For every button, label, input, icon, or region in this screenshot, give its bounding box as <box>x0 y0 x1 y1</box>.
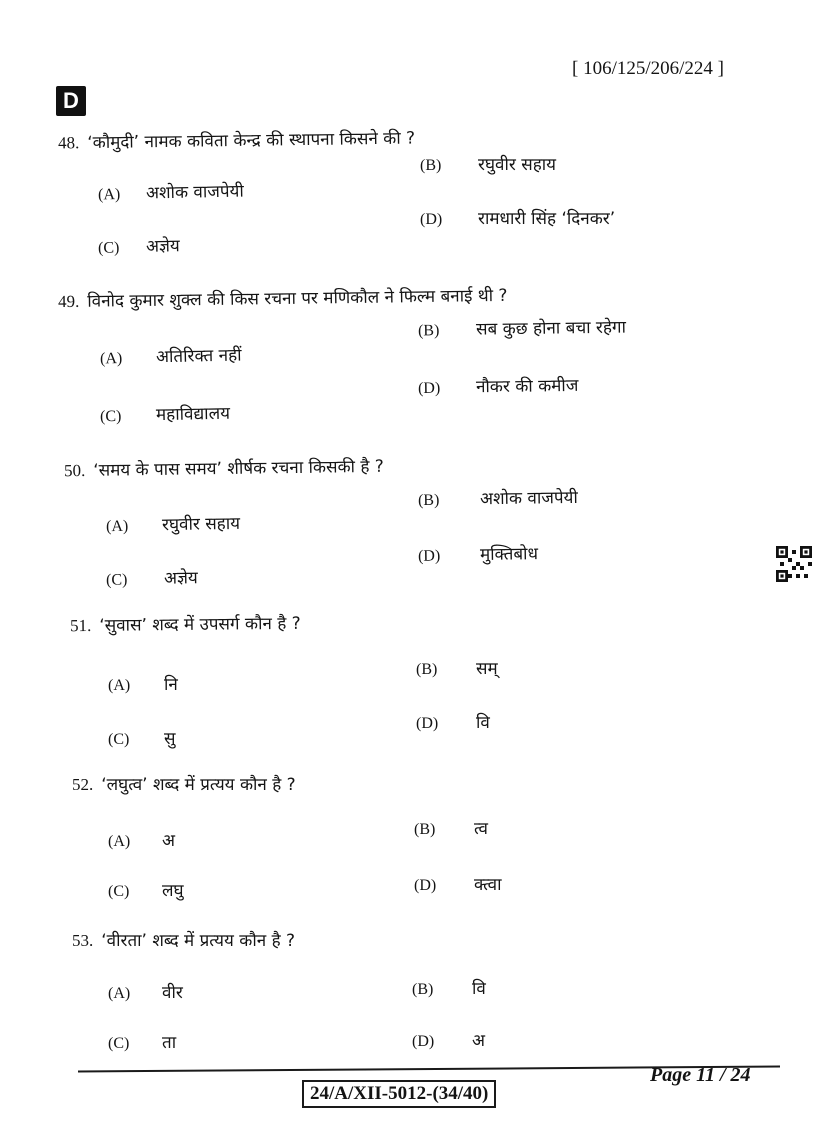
option-text: मुक्तिबोध <box>479 544 539 565</box>
option-label: (D) <box>417 547 441 565</box>
option-text: क्त्वा <box>474 875 502 895</box>
question-49 <box>58 283 508 312</box>
option-label: (A) <box>108 985 131 1002</box>
question-53 <box>72 928 295 951</box>
option-49-a <box>100 343 242 369</box>
question-number: 53. <box>72 931 94 950</box>
option-50-c <box>106 565 198 590</box>
option-label: (D) <box>414 877 437 894</box>
option-50-a <box>106 511 240 536</box>
option-51-a <box>108 672 178 695</box>
option-label: (B) <box>412 981 434 998</box>
option-text: रघुवीर सहाय <box>478 155 556 175</box>
option-text: वीर <box>162 983 183 1003</box>
option-text: सु <box>164 729 176 749</box>
question-number: 49. <box>57 291 80 312</box>
question-text: विनोद कुमार शुक्ल की किस रचना पर मणिकौल ने फिल्म बनाई थी ? <box>87 285 508 312</box>
option-label: (C) <box>105 571 128 589</box>
paper-code: [ 106/125/206/224 ] <box>572 58 724 79</box>
question-50 <box>64 454 384 481</box>
set-badge: D <box>56 86 86 116</box>
question-51 <box>70 611 301 636</box>
option-label: (C) <box>108 1035 130 1052</box>
option-label: (C) <box>97 239 120 257</box>
option-label: (A) <box>99 350 123 368</box>
question-number: 51. <box>69 615 92 636</box>
question-text: ‘लघुत्व’ शब्द में प्रत्यय कौन है ? <box>101 775 296 795</box>
option-49-d <box>418 373 579 398</box>
question-text: ‘कौमुदी’ नामक कविता केन्द्र की स्थापना किसने की ? <box>87 128 416 154</box>
option-label: (D) <box>417 379 441 398</box>
option-label: (C) <box>108 731 130 748</box>
option-label: (B) <box>417 322 440 340</box>
option-53-b <box>412 976 486 999</box>
option-52-b <box>414 816 488 839</box>
option-51-b <box>416 656 498 679</box>
option-label: (C) <box>108 883 130 900</box>
option-text: ता <box>162 1033 177 1053</box>
option-text: अज्ञेय <box>145 236 180 257</box>
option-text: अतिरिक्त नहीं <box>155 345 242 368</box>
option-49-b <box>418 315 626 341</box>
option-text: अशोक वाजपेयी <box>145 181 245 204</box>
option-52-a <box>108 828 175 851</box>
question-number: 50. <box>63 460 86 481</box>
option-48-c <box>98 233 180 258</box>
option-text: लघु <box>162 881 184 901</box>
option-text: महाविद्यालय <box>155 403 231 426</box>
option-text: रघुवीर सहाय <box>161 513 241 536</box>
option-text: सब कुछ होना बचा रहेगा <box>475 317 627 340</box>
option-53-d <box>412 1028 485 1051</box>
option-52-c <box>108 878 184 901</box>
booklet-code: 24/A/XII-5012-(34/40) <box>302 1080 496 1108</box>
option-text: अज्ञेय <box>163 568 198 589</box>
option-50-b <box>418 485 578 510</box>
option-label: (A) <box>105 517 129 536</box>
question-48 <box>58 126 415 154</box>
question-number: 52. <box>72 775 94 794</box>
qr-code-icon <box>776 546 812 582</box>
option-label: (A) <box>108 833 131 850</box>
option-label: (B) <box>416 661 438 678</box>
option-51-c <box>108 726 176 749</box>
option-text: वि <box>476 713 490 733</box>
option-53-c <box>108 1030 176 1053</box>
option-52-d <box>414 872 501 895</box>
option-text: रामधारी सिंह ‘दिनकर’ <box>478 209 616 229</box>
option-48-d <box>420 206 615 229</box>
option-label: (D) <box>420 211 443 228</box>
option-label: (B) <box>417 491 440 510</box>
option-label: (B) <box>420 157 442 174</box>
option-text: नौकर की कमीज <box>475 375 579 398</box>
option-50-d <box>418 541 538 566</box>
question-text: ‘वीरता’ शब्द में प्रत्यय कौन है ? <box>101 931 296 951</box>
question-number: 48. <box>57 133 80 153</box>
option-51-d <box>416 710 490 733</box>
option-label: (A) <box>97 186 121 204</box>
page-number: Page 11 / 24 <box>650 1064 751 1086</box>
option-text: त्व <box>474 819 488 839</box>
option-49-c <box>100 401 230 427</box>
option-text: अ <box>162 831 175 851</box>
question-text: ‘समय के पास समय’ शीर्षक रचना किसकी है ? <box>93 456 384 481</box>
option-53-a <box>108 980 183 1003</box>
option-label: (D) <box>416 715 439 732</box>
option-text: वि <box>472 979 486 999</box>
option-48-a <box>98 178 244 204</box>
question-text: ‘सुवास’ शब्द में उपसर्ग कौन है ? <box>99 613 301 636</box>
option-label: (B) <box>414 821 436 838</box>
option-text: सम् <box>476 659 498 679</box>
option-label: (A) <box>108 677 131 694</box>
option-text: नि <box>164 675 178 695</box>
option-text: अशोक वाजपेयी <box>479 487 578 510</box>
option-48-b <box>420 152 556 175</box>
question-52 <box>72 772 296 795</box>
option-label: (D) <box>412 1033 435 1050</box>
option-text: अ <box>472 1031 485 1051</box>
option-label: (C) <box>99 407 122 426</box>
